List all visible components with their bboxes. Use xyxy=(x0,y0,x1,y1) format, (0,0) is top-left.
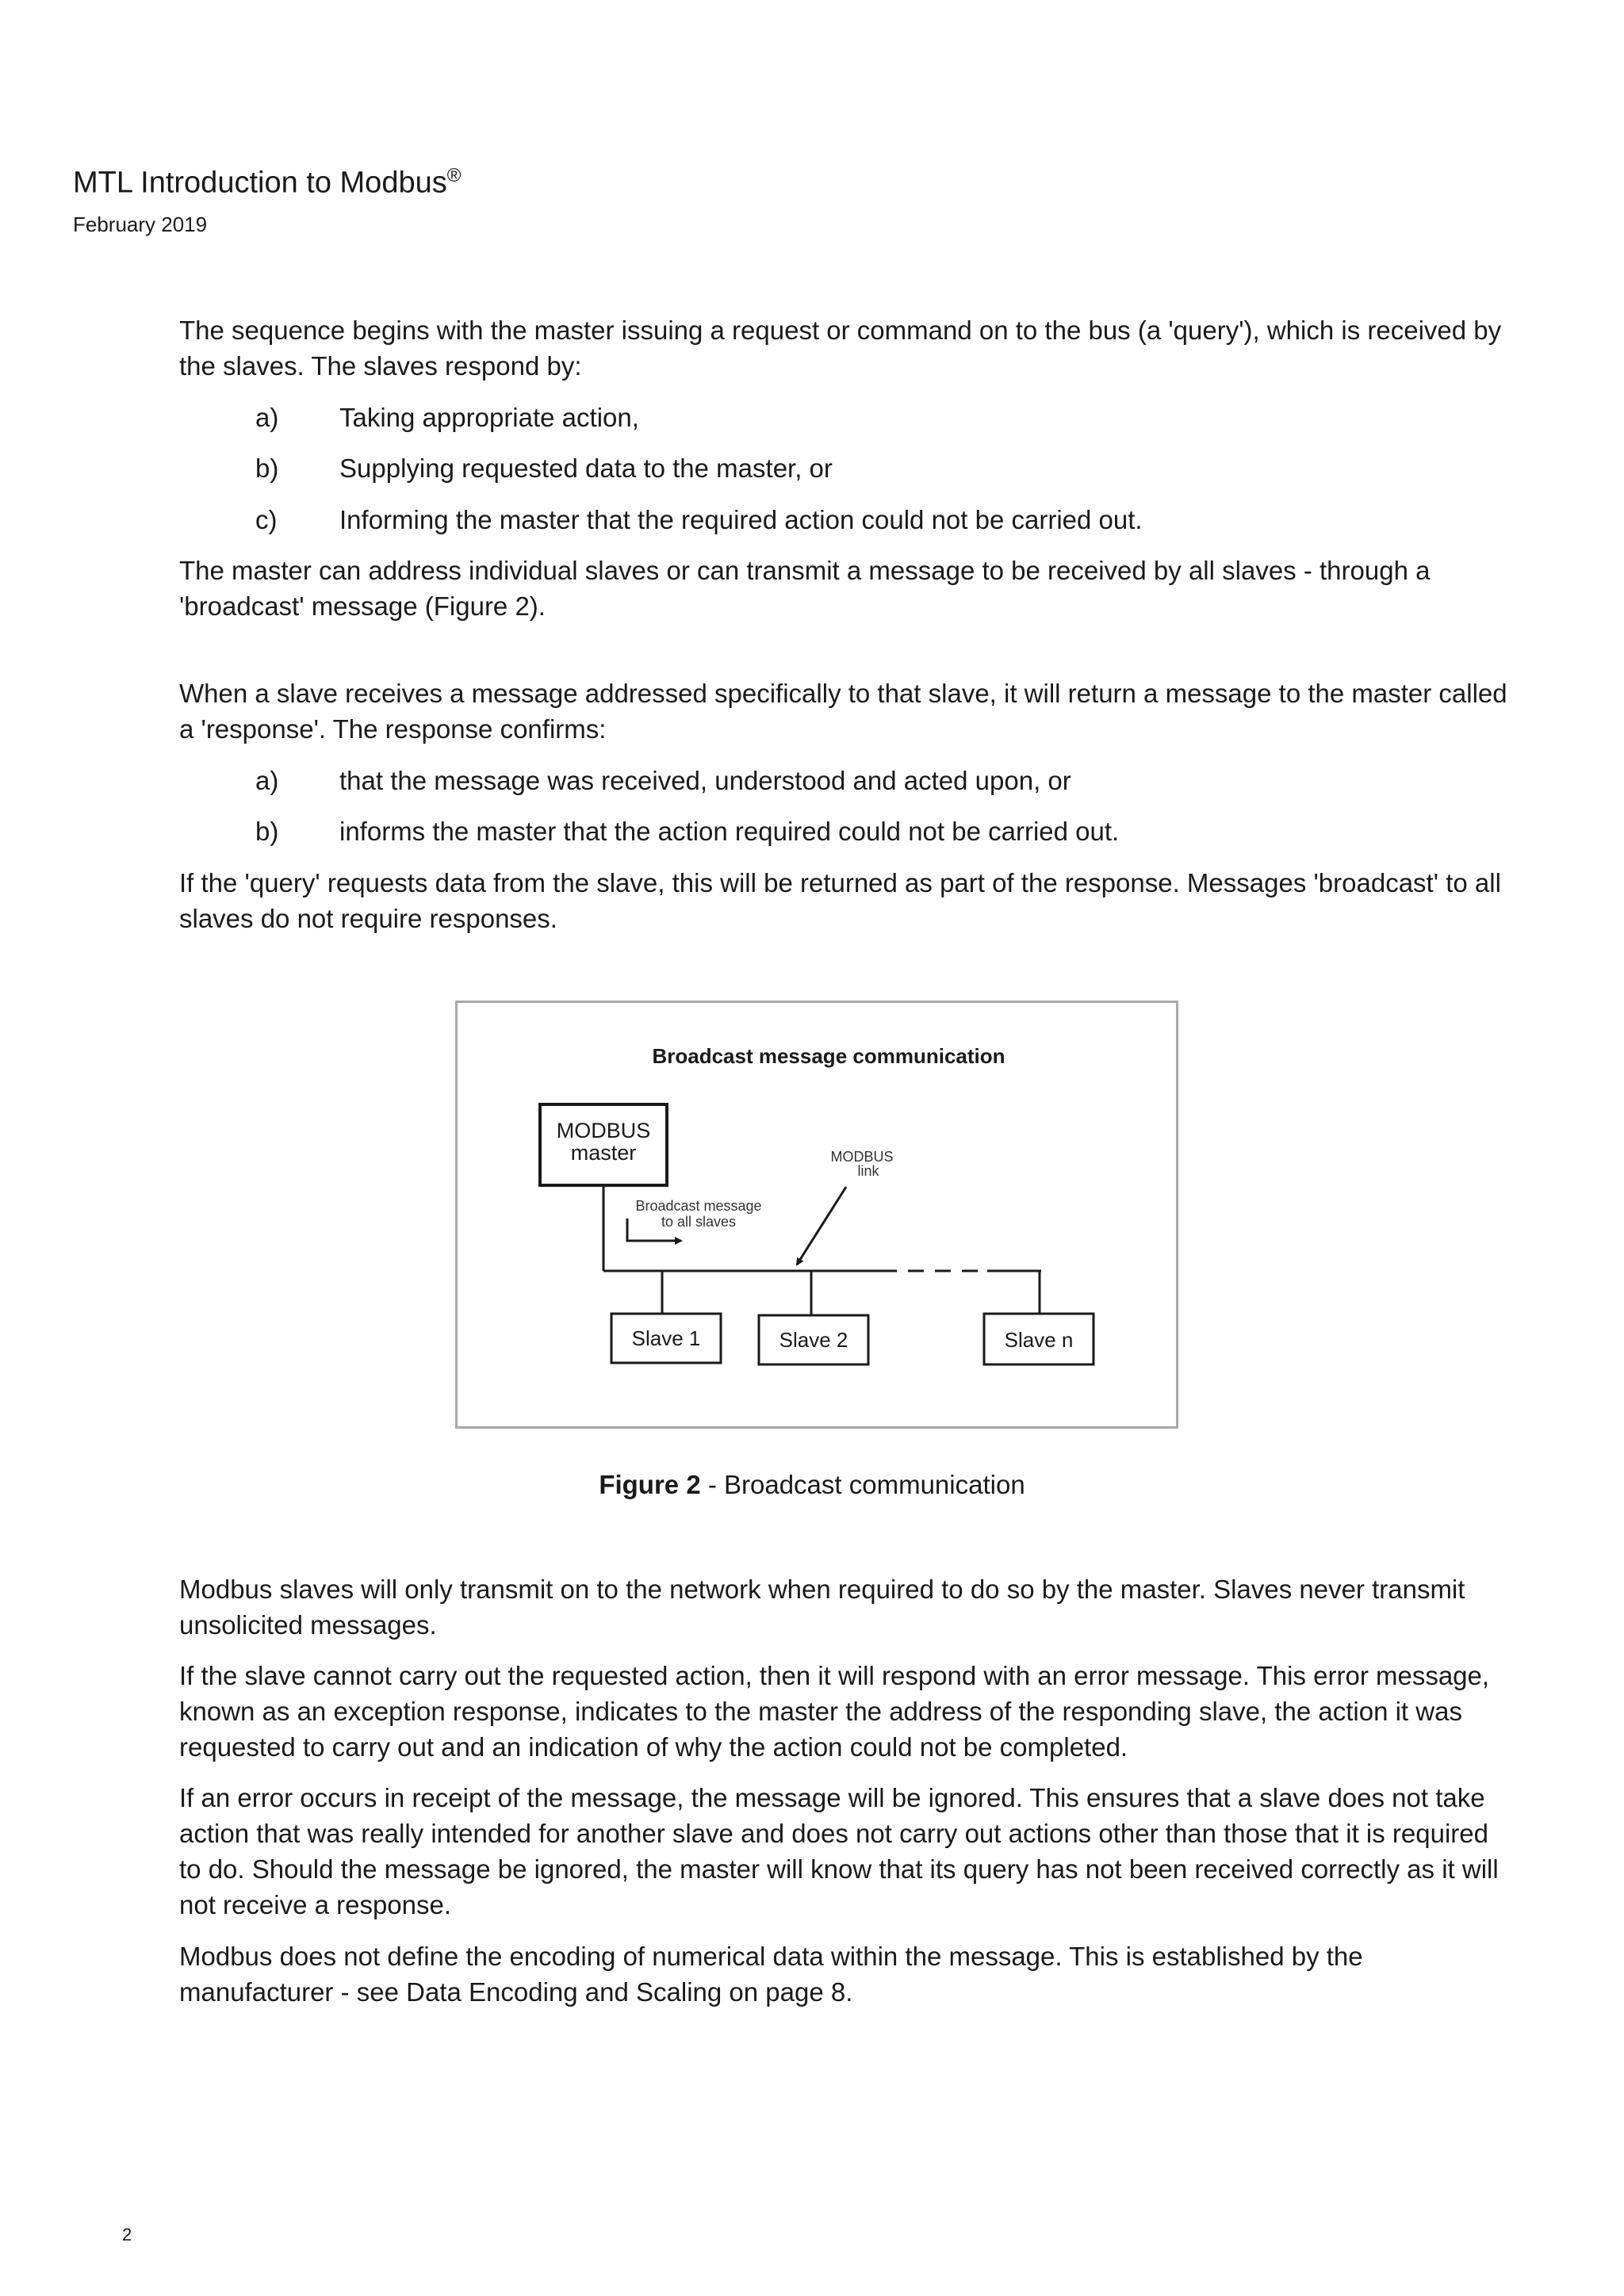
list-item-label: a) xyxy=(255,766,279,795)
document-title-text: MTL Introduction to Modbus xyxy=(73,166,447,200)
master-label-line1: MODBUS xyxy=(556,1119,651,1142)
slave-n-label: Slave n xyxy=(1004,1328,1074,1352)
list-item-text: informs the master that the action required could not be carried out. xyxy=(339,817,1120,846)
document-date: February 2019 xyxy=(73,212,208,236)
broadcast-diagram-svg xyxy=(458,1003,1176,1426)
list-item-text: Supplying requested data to the master, or xyxy=(339,453,833,483)
body-paragraph: If an error occurs in receipt of the message, the message will be ignored. This ensures that a slave does not take action that was really intended for another slave and does not carry out actions other than those that it is required to do. Should the message be ignored, the master will know that its query has not been received correctly as it will not receive a response. xyxy=(179,1783,1499,1919)
broadcast-note-line1: Broadcast message xyxy=(635,1198,762,1214)
body-paragraph: If the slave cannot carry out the requested action, then it will respond with an error message. This error message, known as an exception response, indicates to the master the address of the responding slave, the action it was requested to carry out and an indication of why the action could not be completed. xyxy=(179,1661,1490,1762)
page-number: 2 xyxy=(122,2225,132,2244)
figure-caption-label: Figure 2 xyxy=(599,1470,701,1499)
broadcast-note-line2: to all slaves xyxy=(661,1214,737,1230)
registered-mark: ® xyxy=(446,165,462,186)
slave-1-label: Slave 1 xyxy=(631,1326,701,1350)
diagram-title: Broadcast message communication xyxy=(652,1044,1005,1068)
slave-2-label: Slave 2 xyxy=(779,1328,848,1352)
modbus-link-label-line2: link xyxy=(857,1163,879,1179)
broadcast-paragraph: The master can address individual slaves or can transmit a message to be received by all slaves - through a 'broadcast' message (Figure 2). xyxy=(179,556,1431,621)
list-item-label: b) xyxy=(255,453,279,483)
modbus-link-pointer-icon xyxy=(797,1187,846,1265)
query-paragraph: If the 'query' requests data from the slave, this will be returned as part of the response. Messages 'broadcast' to all slaves do not require responses. xyxy=(179,868,1501,933)
intro-paragraph: The sequence begins with the master issuing a request or command on to the bus (a 'query'), which is received by the slaves. The slaves respond by: xyxy=(179,316,1502,381)
list-item-text: that the message was received, understood and acted upon, or xyxy=(339,766,1071,795)
list-item-label: a) xyxy=(255,403,279,432)
list-item-label: b) xyxy=(255,817,279,846)
list-item-text: Informing the master that the required action could not be carried out. xyxy=(339,505,1143,534)
list-item-text: Taking appropriate action, xyxy=(339,403,639,432)
body-paragraph: Modbus does not define the encoding of numerical data within the message. This is established by the manufacturer - see Data Encoding and Scaling on page 8. xyxy=(179,1942,1363,2007)
document-title xyxy=(73,165,461,201)
response-paragraph: When a slave receives a message addressed specifically to that slave, it will return a message to the master called a 'response'. The response confirms: xyxy=(179,679,1507,744)
list-item-label: c) xyxy=(255,505,278,534)
modbus-link-label-line1: MODBUS xyxy=(830,1149,894,1165)
broadcast-diagram xyxy=(455,1001,1178,1429)
master-label-line2: master xyxy=(570,1141,637,1165)
body-paragraph: Modbus slaves will only transmit on to the network when required to do so by the master. Slaves never transmit unsolicited messages. xyxy=(179,1575,1465,1640)
figure-caption-text: - Broadcast communication xyxy=(700,1470,1025,1499)
figure-caption xyxy=(0,1470,1624,1500)
